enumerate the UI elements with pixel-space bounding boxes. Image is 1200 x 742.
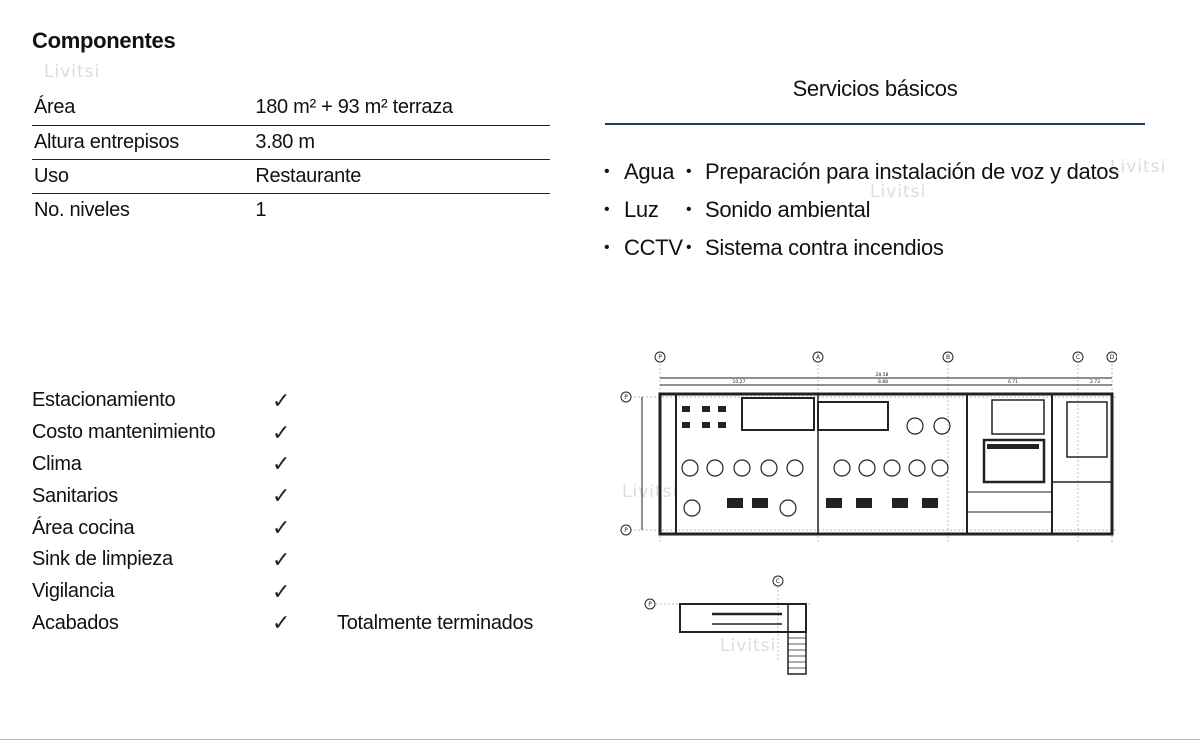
axis-label: D — [1109, 354, 1115, 361]
feature-label: Área cocina — [32, 516, 135, 539]
axis-label: P — [624, 527, 628, 534]
feature-label: Costo mantenimiento — [32, 421, 216, 444]
feature-label: Vigilancia — [32, 580, 115, 603]
watermark: Livitsi — [44, 62, 101, 82]
service-item: Preparación para instalación de voz y datos — [705, 159, 1119, 184]
bullet-icon: • — [686, 239, 692, 256]
floor-plan — [612, 342, 1117, 547]
axis-label: C — [775, 578, 781, 585]
feature-row — [32, 512, 338, 544]
page-title: Componentes — [32, 28, 176, 53]
specs-row — [32, 159, 550, 193]
service-item: Sistema contra incendios — [705, 235, 944, 260]
feature-note: Totalmente terminados — [337, 611, 534, 634]
axis-label: P — [658, 354, 662, 361]
service-item: CCTV — [624, 235, 683, 260]
watermark: Livitsi — [720, 636, 777, 656]
dimension-label: 6.71 — [1007, 380, 1019, 385]
bullet-icon: • — [604, 239, 610, 256]
spec-label: No. niveles — [34, 198, 130, 221]
spec-value: 180 m² + 93 m² terraza — [250, 91, 550, 125]
feature-label: Clima — [32, 452, 82, 475]
specs-row — [32, 193, 550, 227]
axis-label: P — [624, 394, 628, 401]
services-title: Servicios básicos — [792, 76, 958, 101]
bullet-icon: • — [686, 201, 692, 218]
features-list — [32, 385, 534, 639]
spec-label: Altura entrepisos — [34, 130, 179, 153]
axis-label: B — [945, 354, 951, 361]
watermark: Livitsi — [870, 182, 927, 202]
checkmark-icon: ✓ — [272, 515, 291, 541]
checkmark-icon: ✓ — [272, 546, 291, 572]
page-divider — [0, 739, 1200, 740]
service-row — [604, 153, 1119, 191]
feature-row — [32, 417, 338, 449]
dimension-label: 28.58 — [875, 373, 889, 378]
spec-value: 1 — [255, 198, 267, 221]
feature-row — [32, 608, 534, 640]
spec-value: 3.80 m — [255, 130, 315, 153]
checkmark-icon: ✓ — [272, 578, 291, 604]
services-divider — [605, 123, 1145, 125]
service-row — [604, 191, 1119, 229]
dimension-label: 8.88 — [877, 380, 889, 385]
service-row — [604, 229, 1119, 267]
axis-label: A — [815, 354, 821, 361]
bullet-icon: • — [604, 163, 610, 180]
specs-row — [32, 125, 550, 159]
feature-label: Estacionamiento — [32, 389, 176, 412]
feature-row — [32, 385, 338, 417]
watermark: Livitsi — [622, 482, 679, 502]
feature-label: Sink de limpieza — [32, 548, 173, 571]
checkmark-icon: ✓ — [272, 483, 291, 509]
feature-label: Acabados — [32, 611, 119, 634]
feature-row — [32, 449, 338, 481]
feature-row — [32, 576, 338, 608]
specs-table — [32, 91, 550, 227]
feature-label: Sanitarios — [32, 484, 118, 507]
checkmark-icon: ✓ — [272, 387, 291, 413]
spec-value: Restaurante — [250, 159, 550, 193]
floor-plan-detail — [642, 572, 822, 677]
service-item: Agua — [624, 159, 675, 184]
bullet-icon: • — [686, 163, 692, 180]
feature-row — [32, 480, 338, 512]
specs-row — [32, 91, 550, 125]
axis-label: P — [648, 601, 652, 608]
checkmark-icon: ✓ — [272, 451, 291, 477]
service-item: Sonido ambiental — [705, 197, 871, 222]
feature-row — [32, 544, 338, 576]
watermark: Livitsi — [1110, 157, 1167, 177]
spec-label: Uso — [32, 159, 250, 193]
bullet-icon: • — [604, 201, 610, 218]
dimension-label: 2.73 — [1089, 380, 1101, 385]
checkmark-icon: ✓ — [272, 610, 291, 636]
dimension-label: 10.27 — [732, 380, 746, 385]
spec-label: Área — [32, 91, 250, 125]
service-item: Luz — [624, 197, 659, 222]
services-list — [604, 153, 1119, 267]
checkmark-icon: ✓ — [272, 419, 291, 445]
axis-label: C — [1075, 354, 1081, 361]
